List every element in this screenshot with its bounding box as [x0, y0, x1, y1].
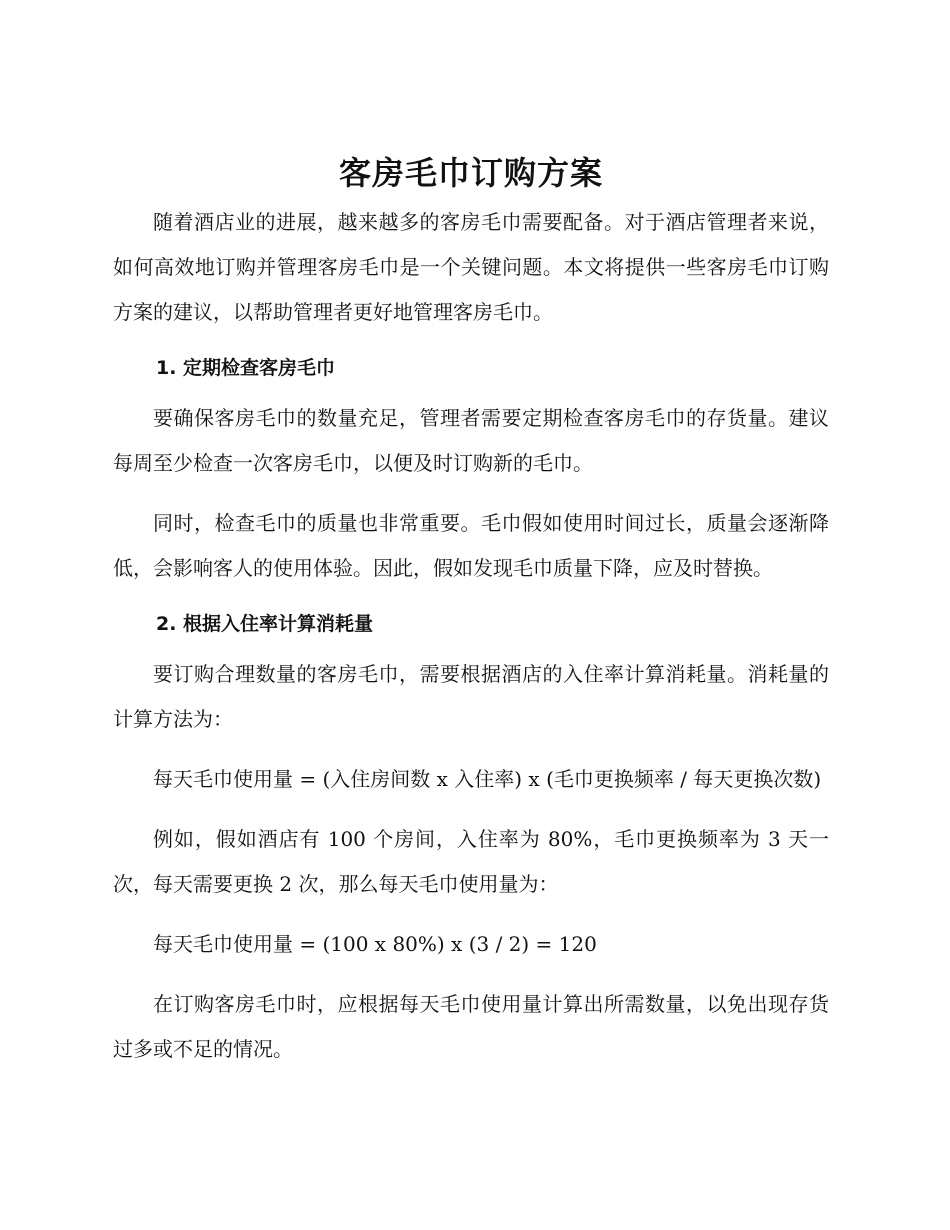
document-page: [113, 150, 829, 1072]
intro-paragraph: 随着酒店业的进展，越来越多的客房毛巾需要配备。对于酒店管理者来说，如何高效地订购并管理客房毛巾是一个关键问题。本文将提供一些客房毛巾订购方案的建议，以帮助管理者更好地管理客房毛巾。: [113, 210, 829, 324]
example-paragraph: 例如，假如酒店有 100 个房间，入住率为 80%，毛巾更换频率为 3 天一次，每天需要更换 2 次，那么每天毛巾使用量为：: [113, 827, 829, 896]
document-title: 客房毛巾订购方案: [338, 154, 603, 192]
section-1-paragraph-2: 同时，检查毛巾的质量也非常重要。毛巾假如使用时间过长，质量会逐渐降低，会影响客人的使用体验。因此，假如发现毛巾质量下降，应及时替换。: [113, 511, 829, 580]
example-formula-paragraph: 每天毛巾使用量 = (100 x 80%) x (3 / 2) = 120: [153, 932, 597, 956]
conclusion-paragraph: 在订购客房毛巾时，应根据每天毛巾使用量计算出所需数量，以免出现存货过多或不足的情况。: [113, 992, 829, 1061]
section-1-heading: 1. 定期检查客房毛巾: [156, 357, 336, 379]
section-2-paragraph-1: 要订购合理数量的客房毛巾，需要根据酒店的入住率计算消耗量。消耗量的计算方法为：: [113, 662, 829, 731]
formula-paragraph: 每天毛巾使用量 = (入住房间数 x 入住率) x (毛巾更换频率 / 每天更换次数): [153, 767, 822, 791]
section-1-paragraph-1: 要确保客房毛巾的数量充足，管理者需要定期检查客房毛巾的存货量。建议每周至少检查一次客房毛巾，以便及时订购新的毛巾。: [113, 406, 829, 475]
section-2-heading: 2. 根据入住率计算消耗量: [156, 613, 374, 635]
